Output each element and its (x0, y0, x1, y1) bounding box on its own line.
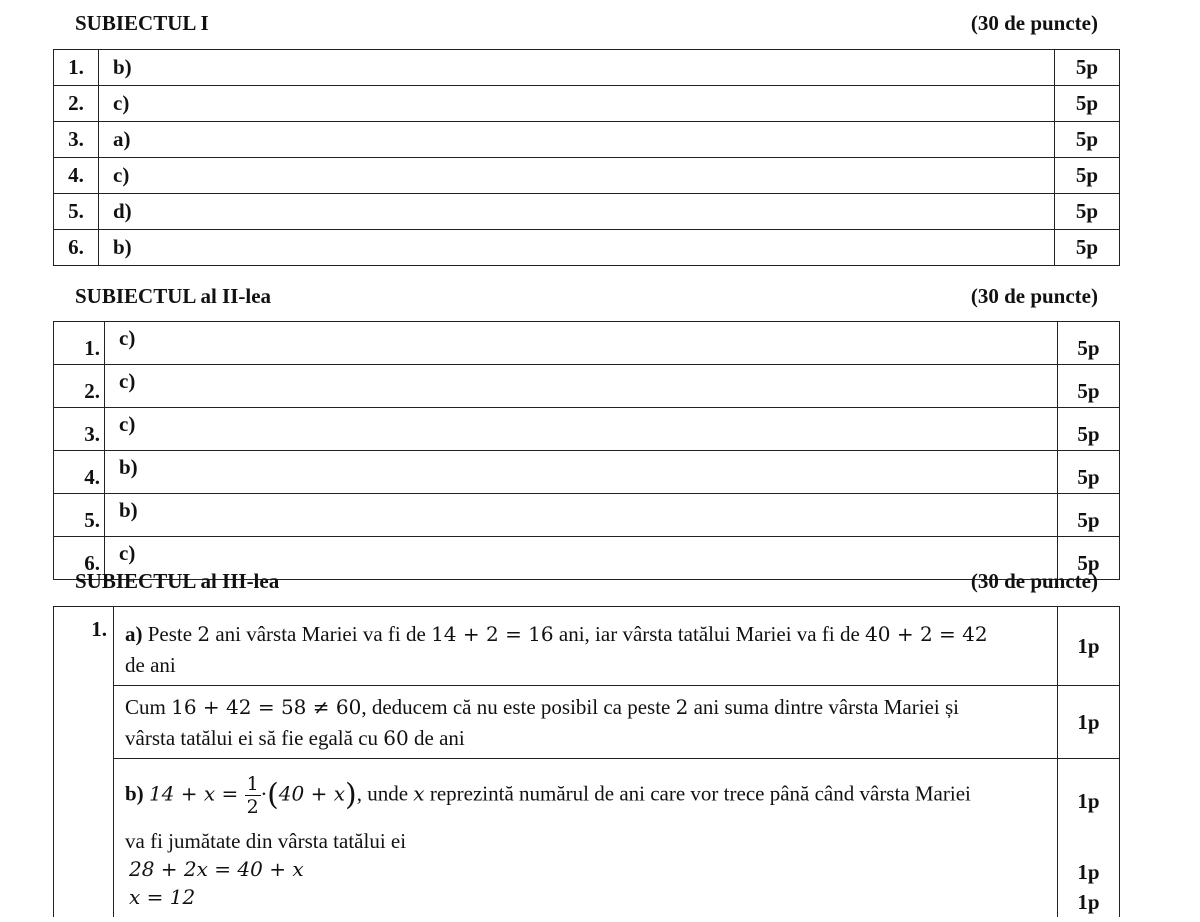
points-cell: 5p (1055, 230, 1120, 266)
section-title: SUBIECTUL al II-lea (75, 283, 272, 308)
row-number: 1. (54, 50, 99, 86)
answer-cell: b) (99, 230, 1055, 266)
row-number: 5. (54, 494, 105, 537)
math: 2 (675, 695, 689, 719)
row-number: 3. (54, 122, 99, 158)
answer-cell: b) (99, 50, 1055, 86)
answer-cell: c) (99, 86, 1055, 122)
text: reprezintă numărul de ani care vor trece până când vârsta Mariei (424, 780, 971, 805)
points-cell (1058, 607, 1120, 686)
math: 60 (383, 726, 409, 750)
table-row (54, 494, 1120, 537)
answer-cell: a) (99, 122, 1055, 158)
section-points: (30 de puncte) (970, 283, 1098, 308)
text: vârsta tatălui ei să fie egală cu (125, 726, 384, 750)
table-row (54, 158, 1120, 194)
answer-cell: c) (105, 322, 1058, 365)
points-cell: 5p (1055, 194, 1120, 230)
text: de ani (125, 653, 176, 677)
points-cell: 5p (1058, 494, 1120, 537)
points-cell: 5p (1055, 50, 1120, 86)
fraction-denominator: 2 (246, 795, 259, 818)
points-cell: 5p (1058, 365, 1120, 408)
row-number: 2. (54, 86, 99, 122)
points-cell: 5p (1058, 322, 1120, 365)
table-row (54, 365, 1120, 408)
text: va fi jumătate din vârsta tatălui ei (125, 829, 407, 853)
table-row (54, 230, 1120, 266)
math: 40 + x (278, 780, 345, 805)
row-number: 4. (54, 158, 99, 194)
answer-cell: b) (105, 451, 1058, 494)
solution-a-step-1 (114, 607, 1058, 686)
points-cell: 5p (1058, 408, 1120, 451)
solution-a-step-2 (114, 686, 1058, 759)
row-number: 5. (54, 194, 99, 230)
points-text: 1p (1077, 789, 1100, 813)
table-row (54, 194, 1120, 230)
points-text: 1p (1077, 890, 1100, 914)
math: x (413, 780, 425, 805)
points-cell: 5p (1055, 86, 1120, 122)
points-text: 1p (1077, 709, 1100, 734)
text: ani, iar vârsta tatălui Mariei va fi de (553, 622, 866, 646)
math: 28 + 2x = 40 + x (129, 857, 304, 881)
math: 40 + 2 = 42 (865, 622, 988, 646)
section-points: (30 de puncte) (970, 10, 1098, 35)
solution-table-subiect-3 (53, 606, 1120, 917)
section-header-3 (75, 564, 1098, 598)
answer-cell: c) (105, 365, 1058, 408)
text: ani vârsta Mariei va fi de (210, 622, 432, 646)
fraction-numerator: 1 (246, 772, 259, 795)
table-row (54, 122, 1120, 158)
problem-number-text: 1. (91, 617, 107, 641)
answer-cell: c) (105, 537, 1058, 580)
text: Cum (125, 695, 172, 719)
math: 14 + x = (148, 780, 245, 805)
answer-cell: c) (105, 408, 1058, 451)
table-row (54, 50, 1120, 86)
table-row (54, 451, 1120, 494)
row-number: 1. (54, 322, 105, 365)
section-title: SUBIECTUL al III-lea (75, 568, 280, 593)
math: 16 + 42 = 58 ≠ 60 (171, 695, 362, 719)
table-row (54, 322, 1120, 365)
math: 2 (197, 622, 211, 646)
solution-b: b) 14 + x = $\frac{1}{2}$ ·(40 + x), unde x reprezintă numărul de ani care vor trece până când vârsta Mariei va fi jumătate din vârsta tatălui ei 28 + 2x = 40 + x x = 12 (114, 759, 1058, 918)
answer-table-subiect-2 (53, 321, 1120, 580)
text: ani suma dintre vârsta Mariei și (688, 695, 959, 719)
problem-number (54, 607, 114, 918)
points-text: 1p (1077, 860, 1100, 884)
answer-table-subiect-1 (53, 49, 1120, 266)
math: x = 12 (129, 885, 196, 909)
text: , deducem că nu este posibil ca peste (361, 695, 676, 719)
table-row (54, 408, 1120, 451)
points-cell: 5p (1055, 158, 1120, 194)
row-number: 4. (54, 451, 105, 494)
part-label-a: a) (125, 622, 143, 646)
section-points: (30 de puncte) (970, 568, 1098, 593)
part-label-b: b) (125, 780, 144, 805)
section-header-2 (75, 279, 1098, 313)
text: Peste (142, 622, 198, 646)
answer-cell: c) (99, 158, 1055, 194)
answer-cell: b) (105, 494, 1058, 537)
points-text: 1p (1077, 633, 1100, 658)
row-number: 2. (54, 365, 105, 408)
fraction (245, 773, 261, 818)
math: · (260, 780, 268, 805)
points-cell: 5p (1055, 122, 1120, 158)
text: , unde (356, 780, 414, 805)
row-number: 3. (54, 408, 105, 451)
row-number: 6. (54, 537, 105, 580)
answer-cell: d) (99, 194, 1055, 230)
row-number: 6. (54, 230, 99, 266)
points-cell: 5p (1058, 537, 1120, 580)
section-header-1 (75, 6, 1098, 40)
math: 14 + 2 = 16 (431, 622, 554, 646)
points-cell: 5p (1058, 451, 1120, 494)
section-title: SUBIECTUL I (75, 10, 209, 35)
text: de ani (408, 726, 465, 750)
table-row (54, 86, 1120, 122)
points-cell (1058, 686, 1120, 759)
points-cell (1058, 759, 1120, 918)
